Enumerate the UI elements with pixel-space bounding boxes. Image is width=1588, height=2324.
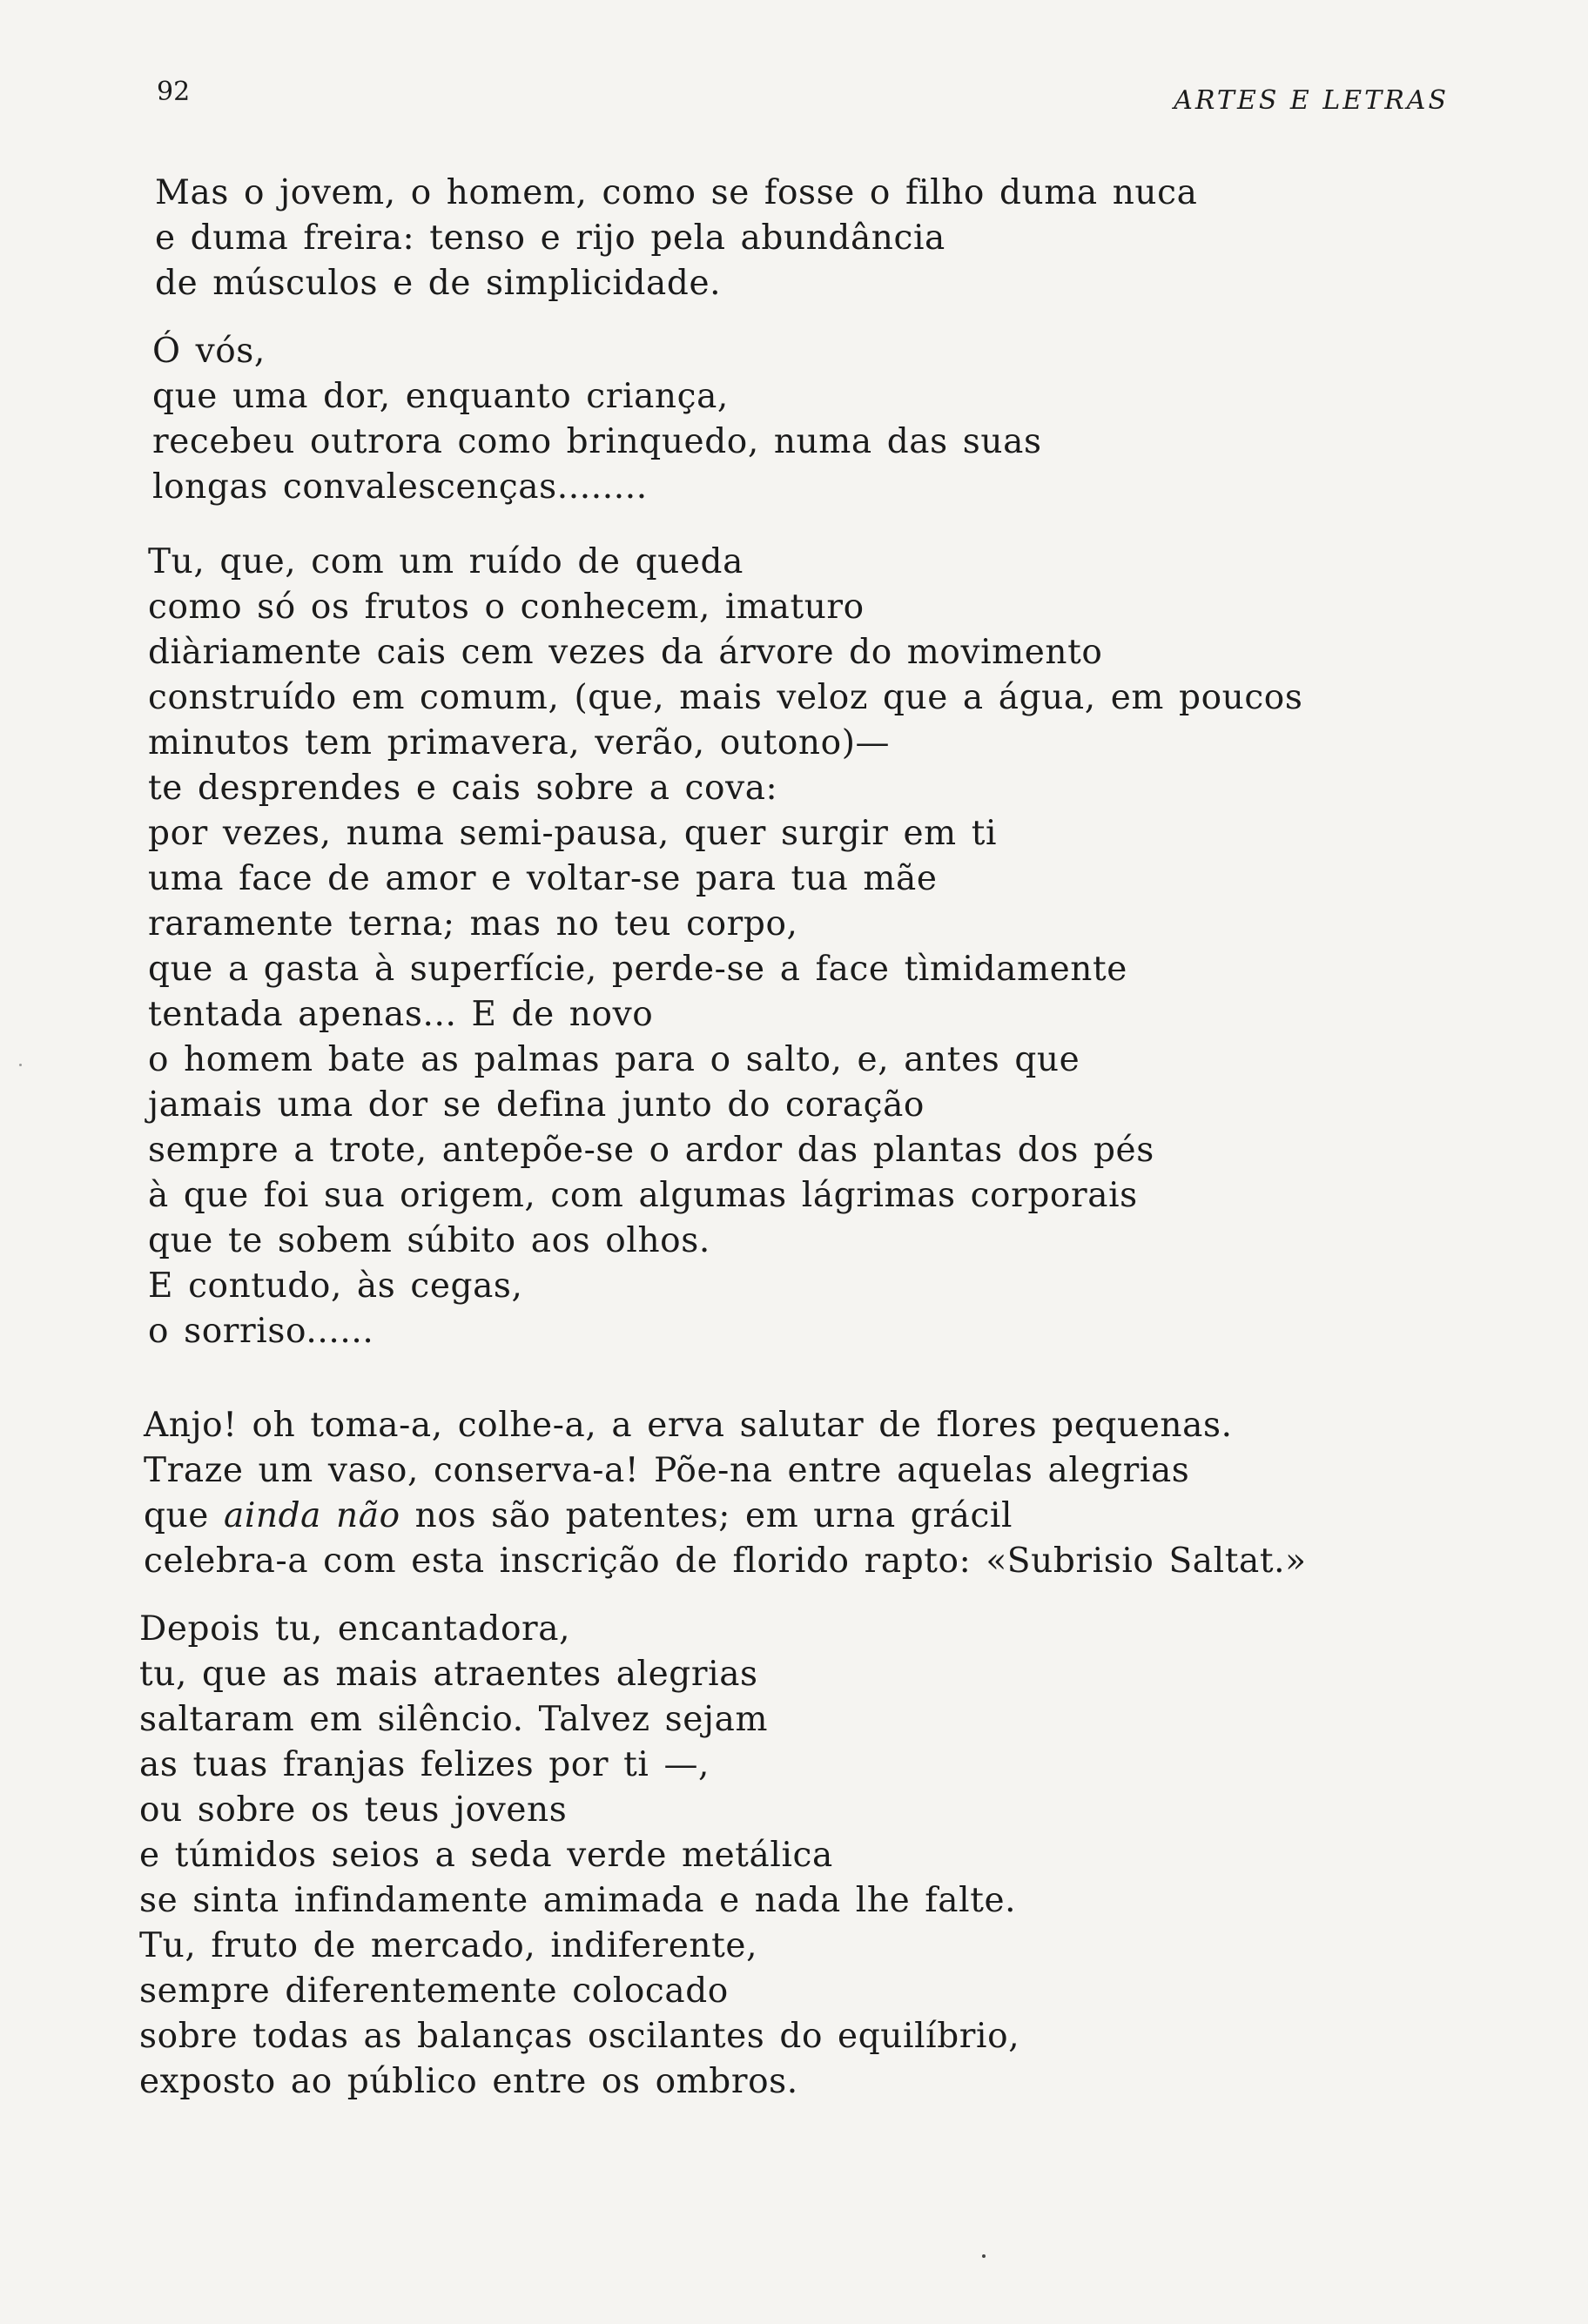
stanza-1 bbox=[155, 171, 1197, 306]
poem-line: te desprendes e cais sobre a cova: bbox=[148, 769, 778, 808]
line-text: nos são patentes; em urna grácil bbox=[400, 1496, 1013, 1535]
poem-line: e túmidos seios a seda verde metálica bbox=[139, 1836, 833, 1875]
poem-line: Traze um vaso, conserva-a! Põe-na entre aquelas alegrias bbox=[144, 1451, 1190, 1490]
poem-line: Anjo! oh toma-a, colhe-a, a erva salutar de flores pequenas. bbox=[144, 1406, 1233, 1445]
poem-line: que a gasta à superfície, perde-se a face tìmidamente bbox=[148, 950, 1127, 989]
poem-line: sempre a trote, antepõe-se o ardor das plantas dos pés bbox=[148, 1131, 1154, 1170]
poem-line: que te sobem súbito aos olhos. bbox=[148, 1221, 710, 1260]
print-speck bbox=[982, 2254, 986, 2258]
print-speck bbox=[19, 1064, 22, 1066]
poem-line: raramente terna; mas no teu corpo, bbox=[148, 904, 798, 944]
line-text: que bbox=[144, 1496, 224, 1535]
italic-phrase: ainda não bbox=[223, 1496, 400, 1535]
poem-line: que uma dor, enquanto criança, bbox=[152, 377, 729, 416]
poem-line: e duma freira: tenso e rijo pela abundância bbox=[155, 218, 945, 258]
poem-line: Tu, fruto de mercado, indiferente, bbox=[139, 1926, 758, 1965]
poem-line: longas convalescenças........ bbox=[152, 467, 648, 507]
page-number: 92 bbox=[157, 77, 191, 107]
stanza-5 bbox=[139, 1607, 1019, 2105]
poem-line: de músculos e de simplicidade. bbox=[155, 264, 722, 303]
stanza-3 bbox=[148, 540, 1303, 1354]
poem-line: jamais uma dor se defina junto do coração bbox=[148, 1085, 925, 1125]
poem-line: por vezes, numa semi-pausa, quer surgir em ti bbox=[148, 814, 998, 853]
stanza-4 bbox=[144, 1403, 1307, 1584]
poem-line: recebeu outrora como brinquedo, numa das suas bbox=[152, 422, 1042, 461]
poem-line-with-italic bbox=[144, 1494, 1307, 1539]
poem-line: Tu, que, com um ruído de queda bbox=[148, 542, 744, 581]
poem-line: as tuas franjas felizes por ti —, bbox=[139, 1745, 710, 1784]
stanza-2 bbox=[152, 329, 1042, 510]
poem-line: celebra-a com esta inscrição de florido rapto: «Subrisio Saltat.» bbox=[144, 1541, 1307, 1581]
poem-line: E contudo, às cegas, bbox=[148, 1266, 523, 1306]
poem-line: exposto ao público entre os ombros. bbox=[139, 2062, 798, 2101]
running-title: ARTES E LETRAS bbox=[1174, 85, 1449, 116]
poem-line: o homem bate as palmas para o salto, e, antes que bbox=[148, 1040, 1080, 1079]
poem-line: à que foi sua origem, com algumas lágrimas corporais bbox=[148, 1176, 1138, 1215]
poem-line: o sorriso...... bbox=[148, 1312, 374, 1351]
poem-line: construído em comum, (que, mais veloz que a água, em poucos bbox=[148, 678, 1303, 717]
poem-line: se sinta infindamente amimada e nada lhe falte. bbox=[139, 1881, 1017, 1920]
poem-line: como só os frutos o conhecem, imaturo bbox=[148, 588, 865, 627]
poem-line: ou sobre os teus jovens bbox=[139, 1790, 568, 1830]
poem-line: uma face de amor e voltar-se para tua mãe bbox=[148, 859, 938, 898]
poem-line: saltaram em silêncio. Talvez sejam bbox=[139, 1700, 769, 1739]
poem-line: minutos tem primavera, verão, outono)— bbox=[148, 723, 891, 762]
poem-line: diàriamente cais cem vezes da árvore do movimento bbox=[148, 633, 1103, 672]
poem-line: Mas o jovem, o homem, como se fosse o filho duma nuca bbox=[155, 173, 1198, 212]
poem-line: sempre diferentemente colocado bbox=[139, 1971, 729, 2011]
poem-line: Ó vós, bbox=[152, 332, 266, 371]
poem-line: Depois tu, encantadora, bbox=[139, 1609, 571, 1649]
poem-line: tu, que as mais atraentes alegrias bbox=[139, 1655, 758, 1694]
poem-line: sobre todas as balanças oscilantes do equilíbrio, bbox=[139, 2017, 1020, 2056]
poem-line: tentada apenas... E de novo bbox=[148, 995, 654, 1034]
